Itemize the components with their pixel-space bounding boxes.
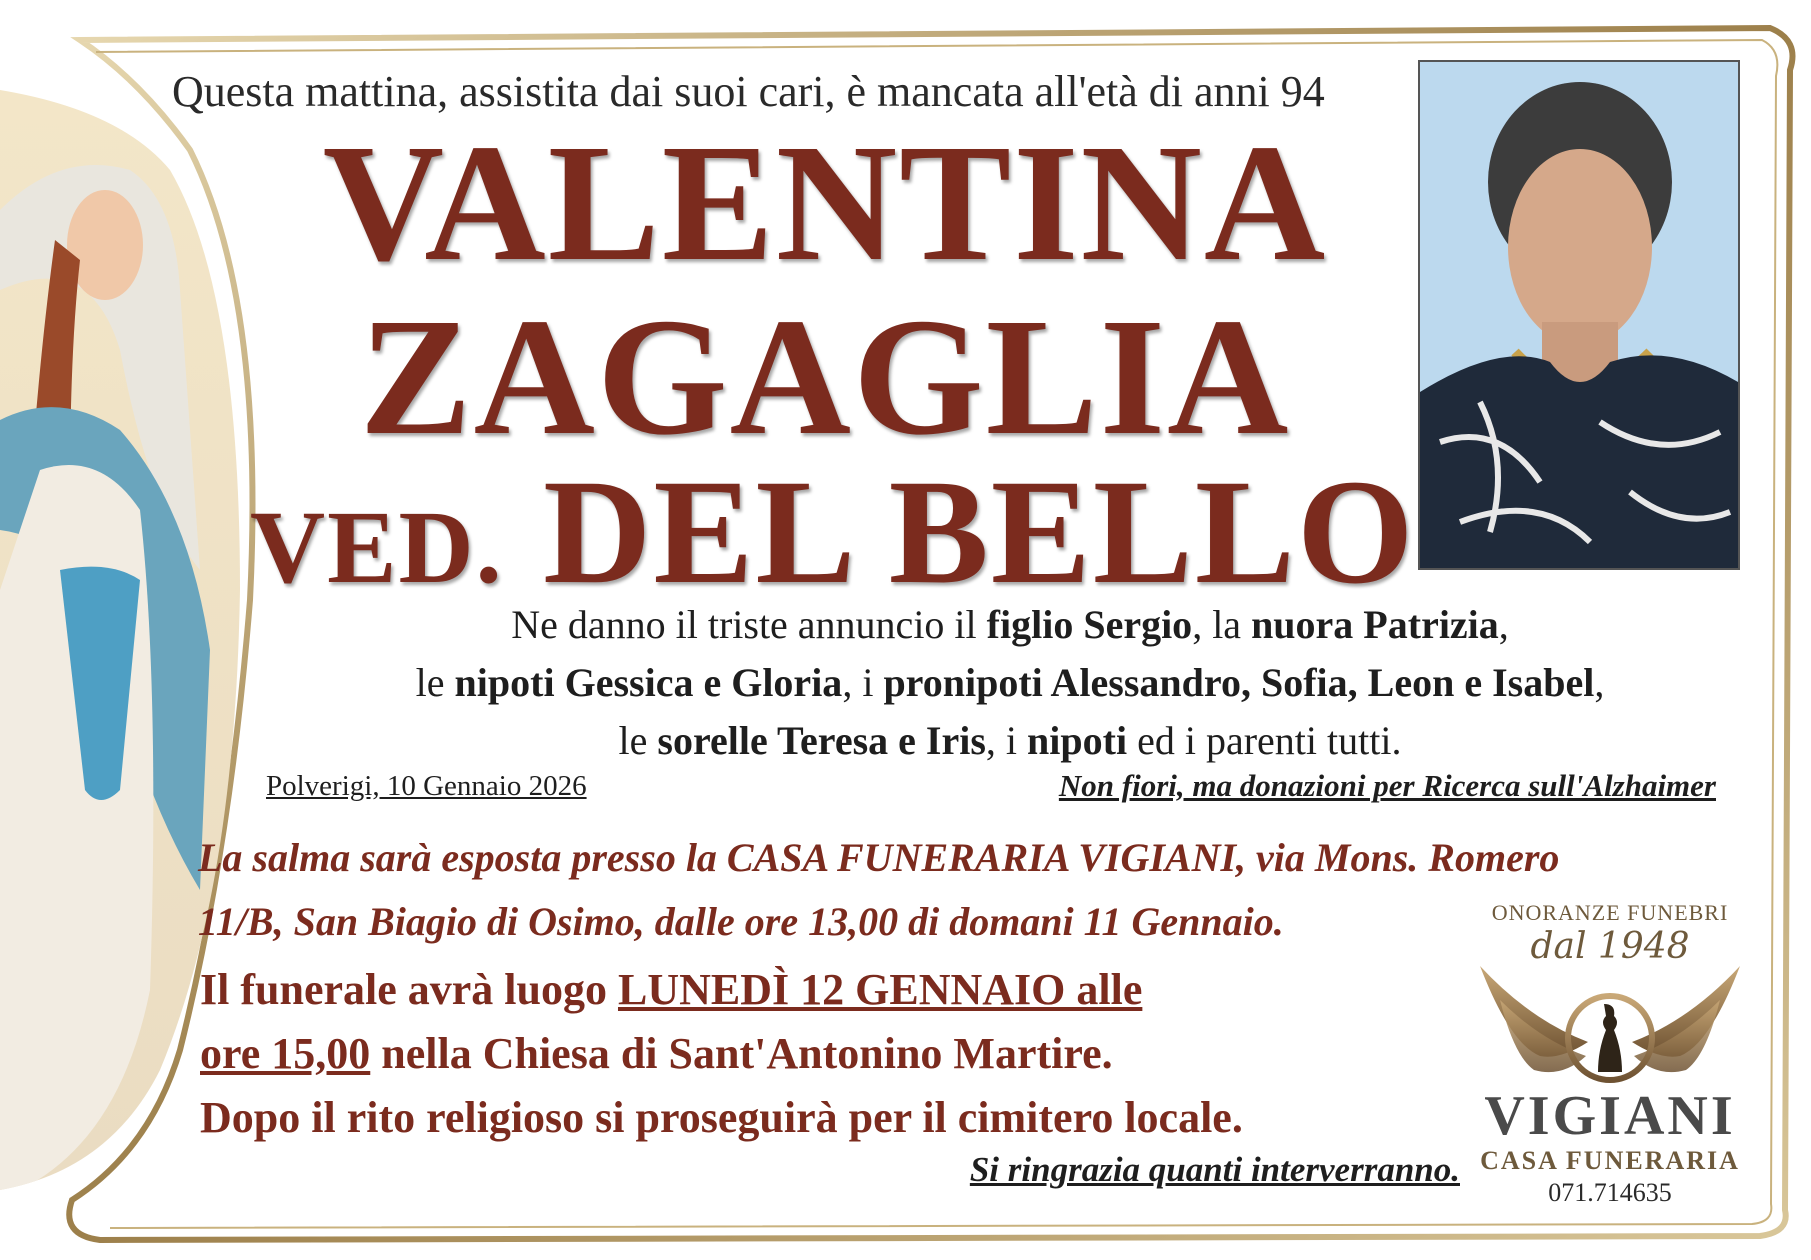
logo-top-text: ONORANZE FUNEBRI bbox=[1491, 900, 1729, 925]
portrait-illustration bbox=[1420, 62, 1738, 568]
funeral-line: Dopo il rito religioso si proseguirà per il cimitero locale. bbox=[200, 1093, 1243, 1142]
announcement-line bbox=[250, 596, 1770, 654]
funeral-home-logo bbox=[1470, 896, 1750, 1216]
viewing-line: 11/B, San Biagio di Osimo, dalle ore 13,00 di domani 11 Gennaio. bbox=[198, 899, 1284, 944]
donation-note: Non fiori, ma donazioni per Ricerca sull'Alzhaimer bbox=[1058, 768, 1716, 803]
winged-logo-icon bbox=[1470, 960, 1750, 1090]
announcement-text: ed i parenti tutti. bbox=[1127, 718, 1402, 763]
married-surname: DEL BELLO bbox=[543, 449, 1416, 615]
relative-name: nipoti bbox=[1027, 718, 1128, 763]
funeral-line bbox=[200, 958, 1480, 1022]
viewing-line: La salma sarà esposta presso la CASA FUNERARIA VIGIANI, via Mons. Romero bbox=[198, 835, 1560, 880]
announcement-line bbox=[250, 654, 1770, 712]
announcement-text: , la bbox=[1192, 602, 1252, 647]
funeral-info bbox=[200, 958, 1480, 1150]
announcement bbox=[250, 596, 1770, 770]
relative-name: figlio Sergio bbox=[986, 602, 1193, 647]
funeral-time: ore 15,00 bbox=[200, 1029, 371, 1078]
relative-name: sorelle Teresa e Iris bbox=[657, 718, 986, 763]
announcement-text: Ne danno il triste annuncio il bbox=[511, 602, 987, 647]
announcement-text: , bbox=[1498, 602, 1509, 647]
widow-prefix: VED. bbox=[250, 490, 504, 605]
logo-phone: 071.714635 bbox=[1548, 1178, 1672, 1207]
funeral-line bbox=[200, 1022, 1480, 1086]
relative-name: nuora Patrizia bbox=[1251, 602, 1499, 647]
last-name: ZAGAGLIA bbox=[359, 284, 1291, 470]
relative-name: pronipoti Alessandro, Sofia, Leon e Isabel bbox=[883, 660, 1595, 705]
announcement-line bbox=[250, 712, 1770, 770]
thanks-note: Si ringrazia quanti interverranno. bbox=[969, 1150, 1460, 1189]
announcement-text: , i bbox=[985, 718, 1028, 763]
place-date: Polverigi, 10 Gennaio 2026 bbox=[266, 770, 587, 802]
announcement-text: , i bbox=[842, 660, 884, 705]
funeral-place: nella Chiesa di Sant'Antonino Martire. bbox=[370, 1029, 1113, 1078]
first-name: VALENTINA bbox=[322, 110, 1328, 296]
relative-name: nipoti Gessica e Gloria bbox=[454, 660, 843, 705]
portrait-photo bbox=[1418, 60, 1740, 570]
logo-brand: VIGIANI bbox=[1484, 1085, 1736, 1147]
announcement-text: le bbox=[415, 660, 455, 705]
announcement-text: le bbox=[618, 718, 658, 763]
funeral-text: Il funerale avrà luogo bbox=[200, 965, 618, 1014]
logo-subbrand: CASA FUNERARIA bbox=[1480, 1146, 1740, 1175]
funeral-date: LUNEDÌ 12 GENNAIO alle bbox=[617, 965, 1143, 1014]
announcement-text: , bbox=[1594, 660, 1605, 705]
logo-since-text: dal 1948 bbox=[1530, 926, 1690, 967]
intro-text: Questa mattina, assistita dai suoi cari, è mancata all'età di anni 94 bbox=[172, 67, 1325, 116]
